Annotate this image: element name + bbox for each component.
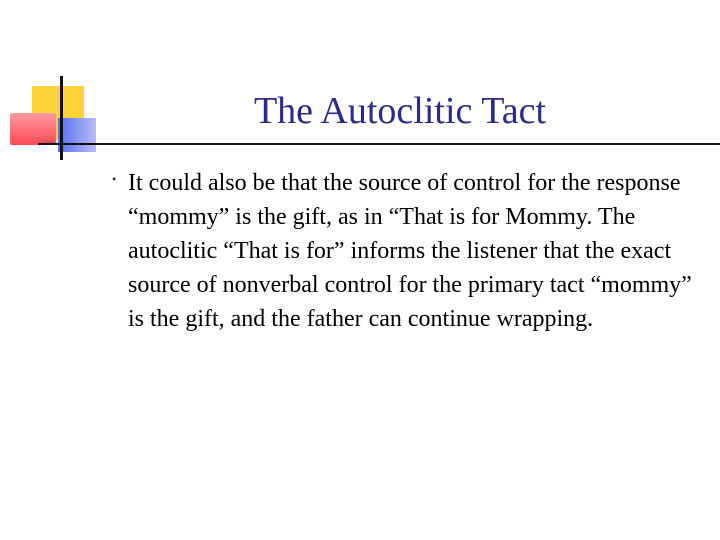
decorative-vertical-line — [60, 76, 63, 160]
slide-title: The Autoclitic Tact — [253, 90, 547, 132]
decorative-blue-square — [58, 118, 96, 152]
decorative-red-square — [10, 113, 56, 145]
bullet-text: It could also be that the source of control for the response “mommy” is the gift, as in “That is for Mommy. The autoclitic “That is for” informs the listener that the exact source of nonverbal control for the primary tact “mommy” is the gift, and the father can continue wrapping. — [128, 170, 692, 332]
bullet-icon: • — [112, 172, 117, 186]
title-underline — [38, 143, 720, 145]
